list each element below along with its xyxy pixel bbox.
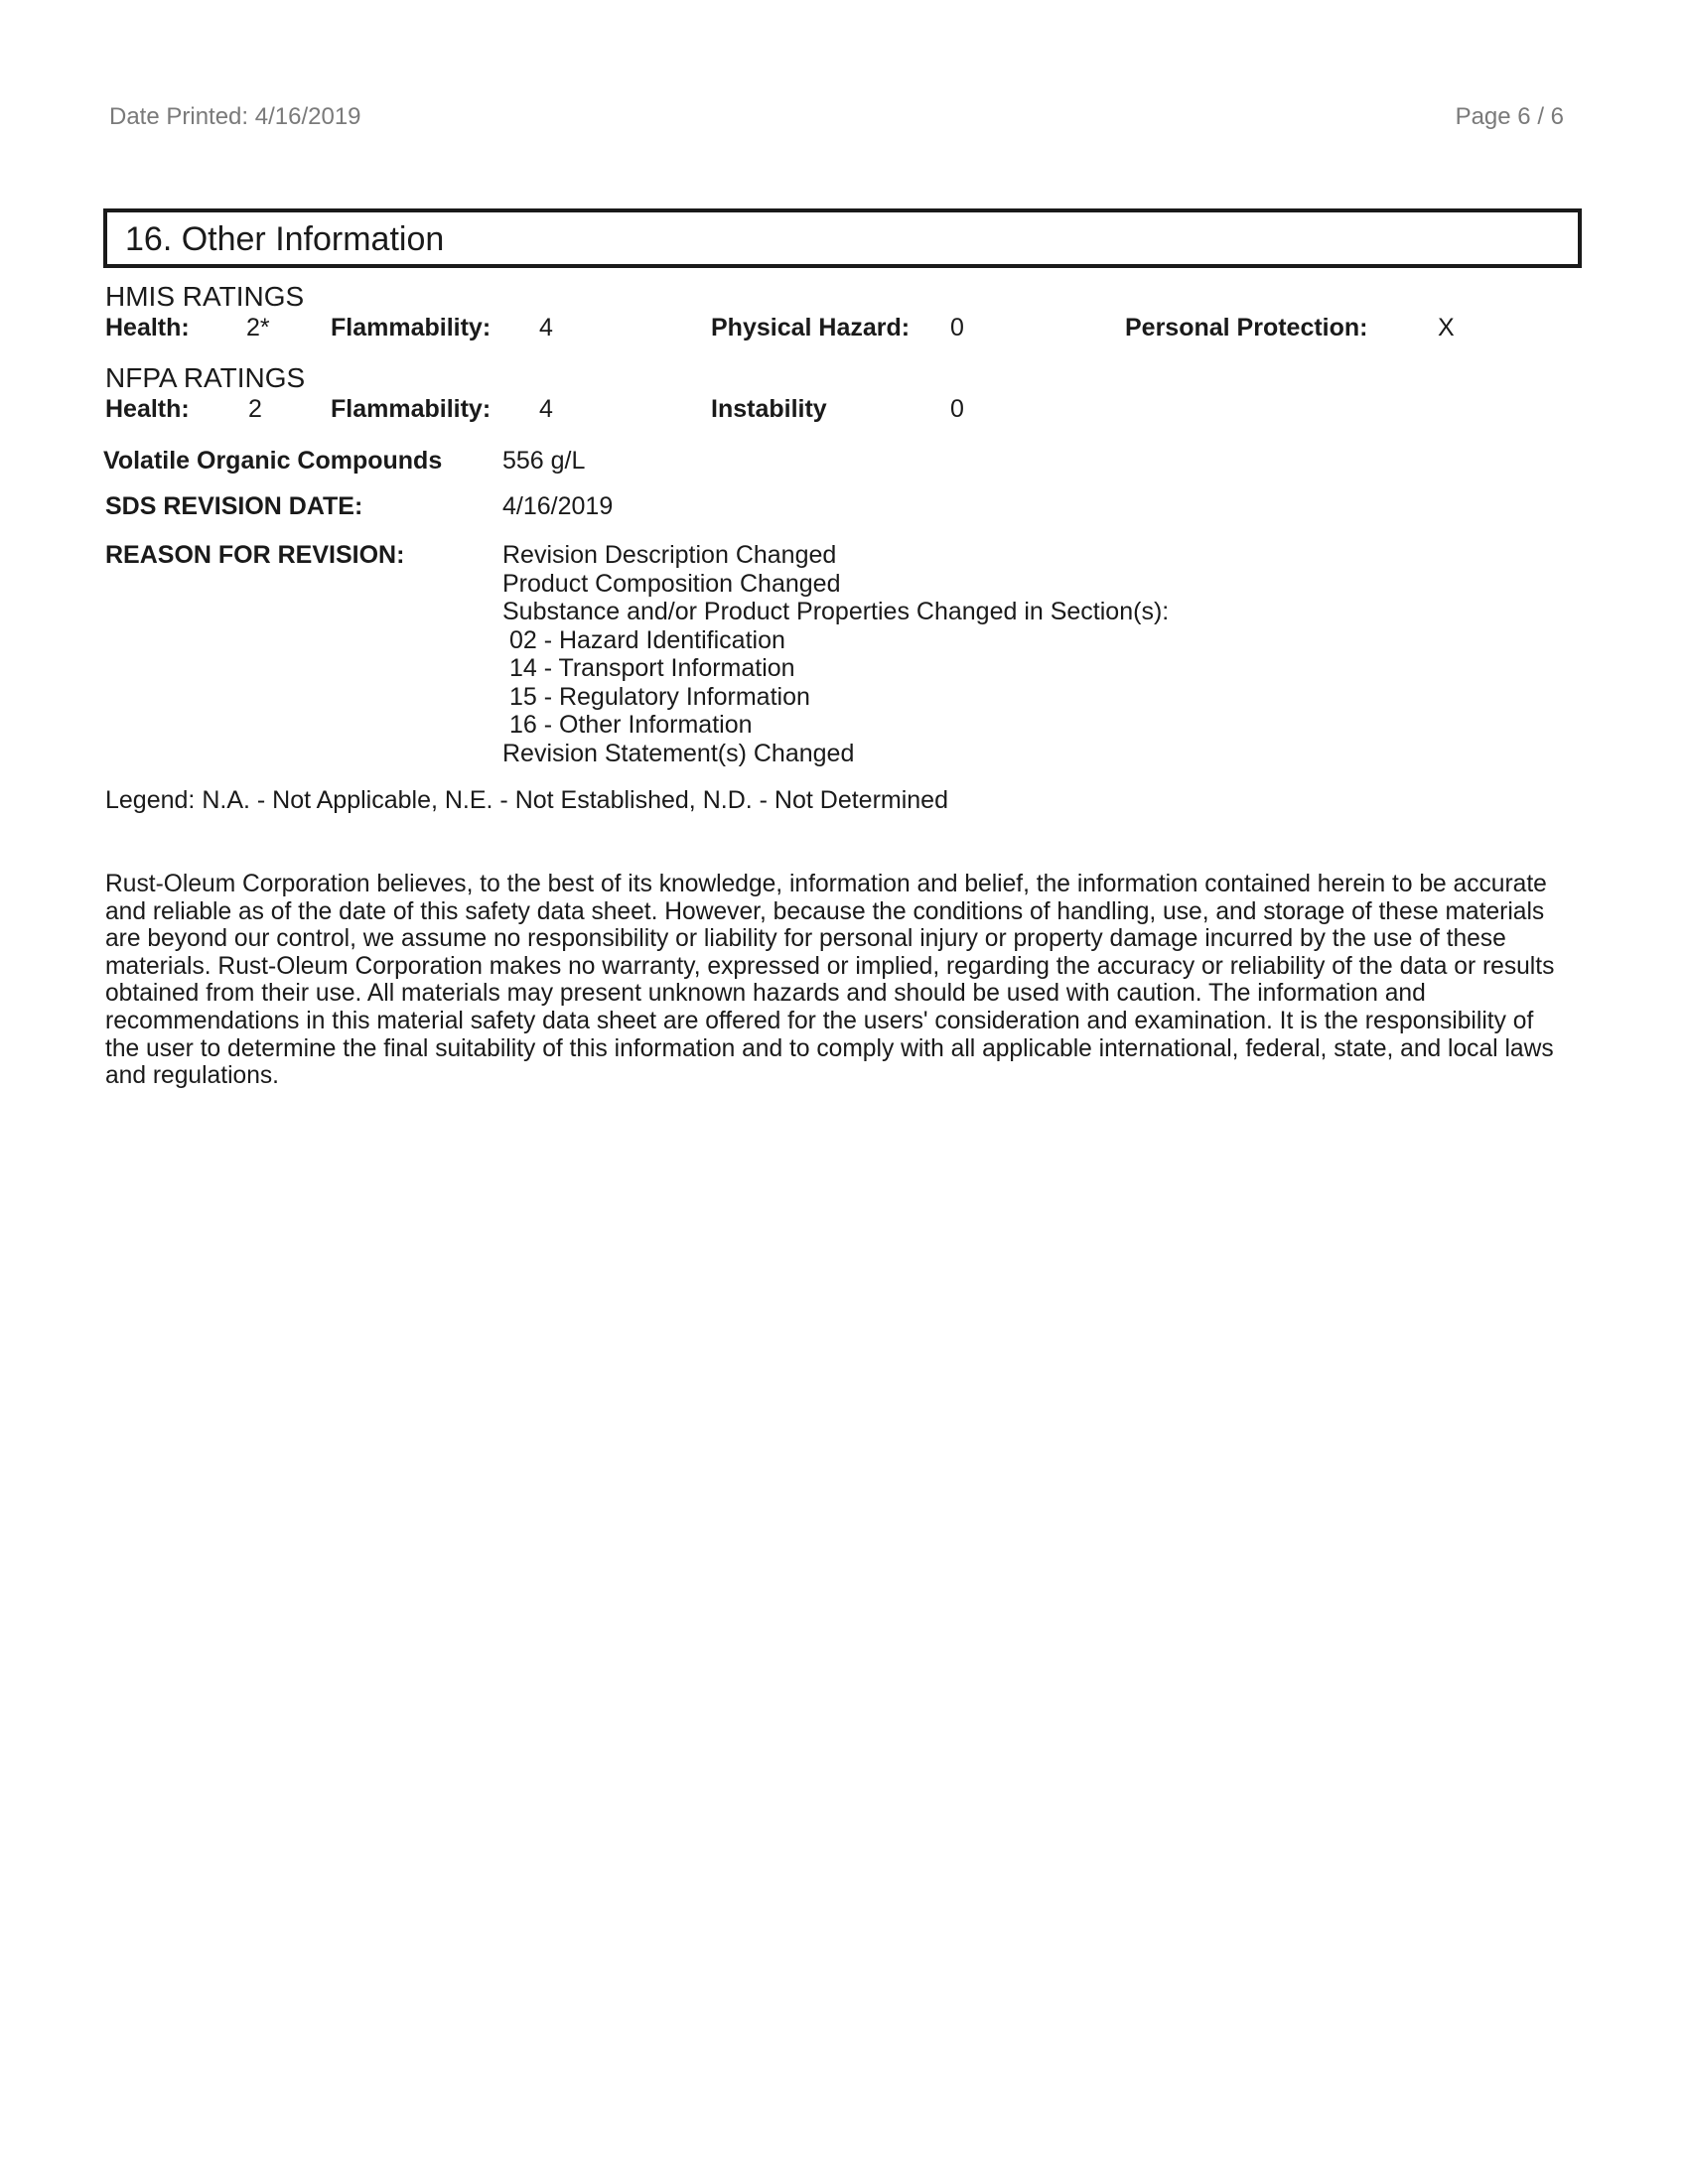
hmis-personal-protection-label: Personal Protection: xyxy=(1125,314,1368,341)
hmis-physical-hazard-value: 0 xyxy=(950,314,964,341)
revision-reason-line: 15 - Regulatory Information xyxy=(502,682,810,711)
nfpa-health-value: 2 xyxy=(248,395,262,423)
disclaimer-paragraph: Rust-Oleum Corporation believes, to the best of its knowledge, information and belief, the information contained herein to be accurate and reliable as of the date of this safety data sheet. However, because the conditions of handling, use, and storage of these materials are beyond our control, we assume no responsibility or liability for personal injury or property damage incurred by the use of these materials. Rust-Oleum Corporation makes no warranty, expressed or implied, regarding the accuracy or reliability of the data or results obtained from their use. All materials may present unknown hazards and should be used with caution. The information and recommendations in this material safety data sheet are offered for the users' consideration and examination. It is the responsibility of the user to determine the final suitability of this information and to comply with all applicable international, federal, state, and local laws and regulations. xyxy=(105,871,1555,1090)
revision-reason-line: Substance and/or Product Properties Changed in Section(s): xyxy=(502,598,1170,625)
revision-reason-line: 14 - Transport Information xyxy=(502,654,795,682)
revision-reason-list xyxy=(502,541,1169,767)
nfpa-health-label: Health: xyxy=(105,395,190,423)
section-header-box xyxy=(103,208,1582,268)
voc-value: 556 g/L xyxy=(502,447,586,475)
hmis-personal-protection-value: X xyxy=(1438,314,1455,341)
hmis-health-value: 2* xyxy=(246,314,270,341)
hmis-flammability-label: Flammability: xyxy=(331,314,492,341)
nfpa-flammability-value: 4 xyxy=(539,395,553,423)
date-printed: Date Printed: 4/16/2019 xyxy=(109,103,361,130)
hmis-physical-hazard-label: Physical Hazard: xyxy=(711,314,911,341)
nfpa-instability-value: 0 xyxy=(950,395,964,423)
page-number: Page 6 / 6 xyxy=(1455,103,1564,130)
revision-reason-line: 16 - Other Information xyxy=(502,711,753,739)
reason-for-revision-label: REASON FOR REVISION: xyxy=(105,541,405,569)
nfpa-instability-label: Instability xyxy=(711,395,827,423)
revision-reason-line: Revision Description Changed xyxy=(502,541,837,569)
section-title: 16. Other Information xyxy=(125,220,445,258)
legend-text: Legend: N.A. - Not Applicable, N.E. - Not Established, N.D. - Not Determined xyxy=(105,786,948,814)
hmis-flammability-value: 4 xyxy=(539,314,553,341)
nfpa-heading: NFPA RATINGS xyxy=(105,362,306,393)
revision-reason-line: 02 - Hazard Identification xyxy=(502,625,785,654)
sds-revision-date-label: SDS REVISION DATE: xyxy=(105,492,363,520)
nfpa-flammability-label: Flammability: xyxy=(331,395,492,423)
hmis-heading: HMIS RATINGS xyxy=(105,281,305,312)
revision-reason-line: Revision Statement(s) Changed xyxy=(502,739,855,767)
hmis-health-label: Health: xyxy=(105,314,190,341)
revision-reason-line: Product Composition Changed xyxy=(502,569,841,598)
voc-label: Volatile Organic Compounds xyxy=(103,447,443,475)
sds-revision-date-value: 4/16/2019 xyxy=(502,492,614,520)
